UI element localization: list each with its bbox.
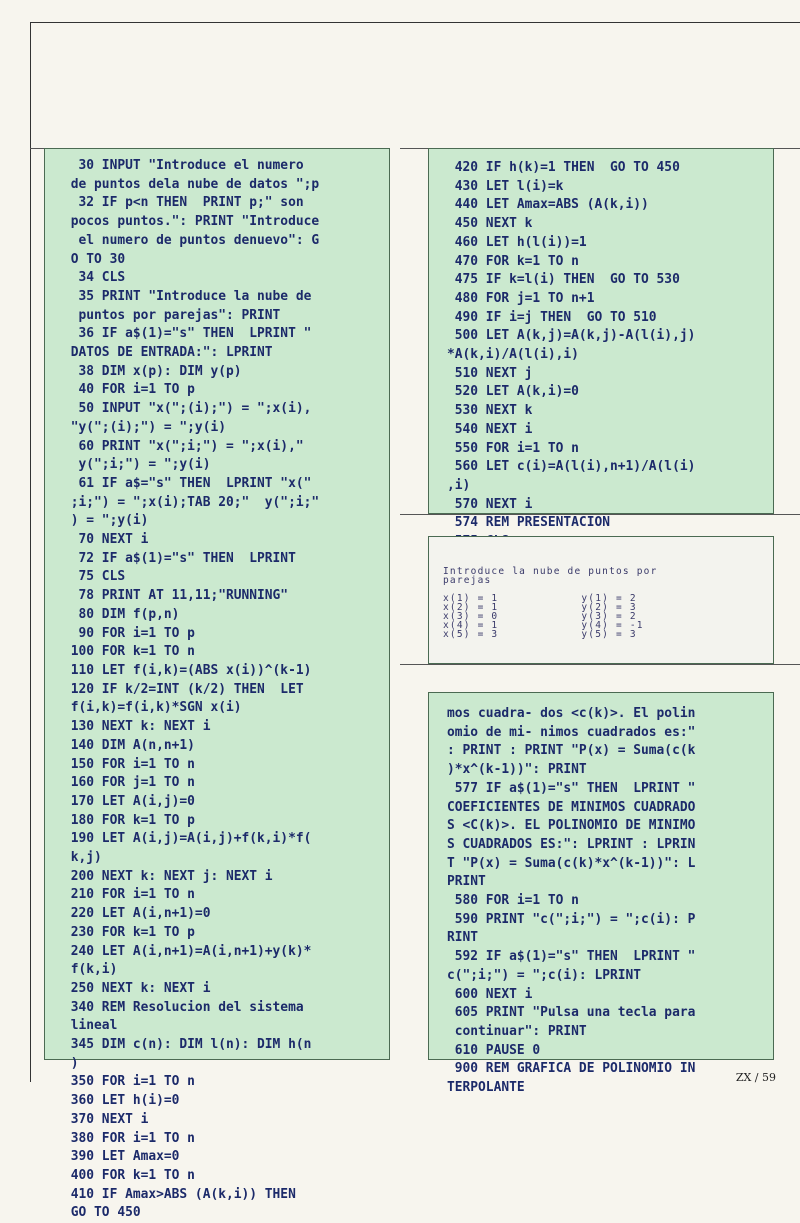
basic-listing-right-top: 420 IF h(k)=1 THEN GO TO 450 430 LET l(i)=k 440 LET Amax=ABS (A(k,i)) 450 NEXT k 460 LET h(l(i))=1 470 FOR k=1 TO n 475 IF k=l(i) THEN GO TO 530 480 FOR j=1 TO n+1 490 IF i=j THEN GO TO 510 500 LET A(k,j)=A(k,j)-A(l(i),j) *A(k,i)/A(l(i),i) 510 NEXT j 520 LET A(k,i)=0 530 NEXT k 540 NEXT i 550 FOR i=1 TO n 560 LET c(i)=A(l(i),n+1)/A(l(i) ,i) 570 NEXT i 574 REM PRESENTACION: [447, 160, 696, 531]
page-number: ZX / 59: [735, 1071, 776, 1084]
rule-right-lower: [400, 664, 800, 665]
page-frame-top: [30, 22, 800, 23]
page-frame-left: [30, 22, 31, 1082]
listing-box-left: [44, 148, 390, 1221]
rule-right-mid: [400, 514, 800, 515]
screen-output-text: Introduce la nube de puntos por parejas x(1) = 1 y(1) = 2 x(2) = 1 y(2) = 3 x(3) = 0 y(3) = 2 x(4) = 1 y(4) = -1 x(5) = 3 y(5) = 3: [443, 566, 658, 640]
screen-output-box: [428, 536, 774, 664]
basic-listing-right-bottom: mos cuadra- dos <c(k)>. El polin omio de mi- nimos cuadrados es:" : PRINT : PRINT "P(x) = Suma(c(k )*x^(k-1))": PRINT 577 IF a$(1)="s" THEN LPRINT " COEFICIENTES DE MINIMOS CUADRADO S <C(k)>. EL POLINOMIO DE MINIMO S CUADRADOS ES:": LPRINT : LPRIN T "P(x) = Suma(c(k)*x^(k-1))": L PRINT 580 FOR i=1 TO n 590 PRINT "c(";i;") = ";c(i): P RINT 592 IF a$(1)="s" THEN LPRINT " c(";i;") = ";c(i): LPRINT 600 NEXT i 605 PRINT "Pulsa una tecla para continuar": PRINT 610 PAUSE 0 900 REM GRAFICA DE POLINOMIO IN TERPOLANTE: [447, 706, 696, 1096]
listing-box-right-top: [428, 148, 774, 531]
basic-listing-left: 30 INPUT "Introduce el numero de puntos dela nube de datos ";p 32 IF p<n THEN PRINT p;" son pocos puntos.": PRINT "Introduce el numero de puntos denuevo": G O TO 30 34 CLS 35 PRINT "Introduce la nube de puntos por parejas": PRINT 36 IF a$(1)="s" THEN LPRINT " DATOS DE ENTRADA:": LPRINT 38 DIM x(p): DIM y(p) 40 FOR i=1 TO p 50 INPUT "x(";(i);") = ";x(i), "y(";(i);") = ";y(i) 60 PRINT "x(";i;") = ";x(i)," y(";i;") = ";y(i) 61 IF a$="s" THEN LPRINT "x(" ;i;") = ";x(i);TAB 20;" y(";i;" ) = ";y(i) 70 NEXT i 72 IF a$(1)="s" THEN LPRINT 75 CLS 78 PRINT AT 11,11;"RUNNING" 80 DIM f(p,n) 90 FOR i=1 TO p 100 FOR k=1 TO n 110 LET f(i,k)=(ABS x(i))^(k-1) 120 IF k/2=INT (k/2) THEN LET f(i,k)=f(i,k)*SGN x(i) 130 NEXT k: NEXT i 140 DIM A(n,n+1) 150 FOR i=1 TO n 160 FOR j=1 TO n 170 LET A(i,j)=0 180 FOR k=1 TO p 190 LET A(i,j)=A(i,j)+f(k,i)*f( k,j) 200 NEXT k: NEXT j: NEXT i 210 FOR i=1 TO n 220 LET A(i,n+1)=0 230 FOR k=1 TO p 240 LET A(i,n+1)=A(i,n+1)+y(k)* f(k,i) 250 NEXT k: NEXT i 340 REM Resolucion del sistema lineal 345 DIM c(n): DIM l(n): DIM h(n ) 350 FOR i=1 TO n 360 LET h(i)=0 370 NEXT i 380 FOR i=1 TO n 390 LET Amax=0 400 FOR k=1 TO n 410 IF Amax>ABS (A(k,i)) THEN GO TO 450: [70, 158, 320, 1221]
